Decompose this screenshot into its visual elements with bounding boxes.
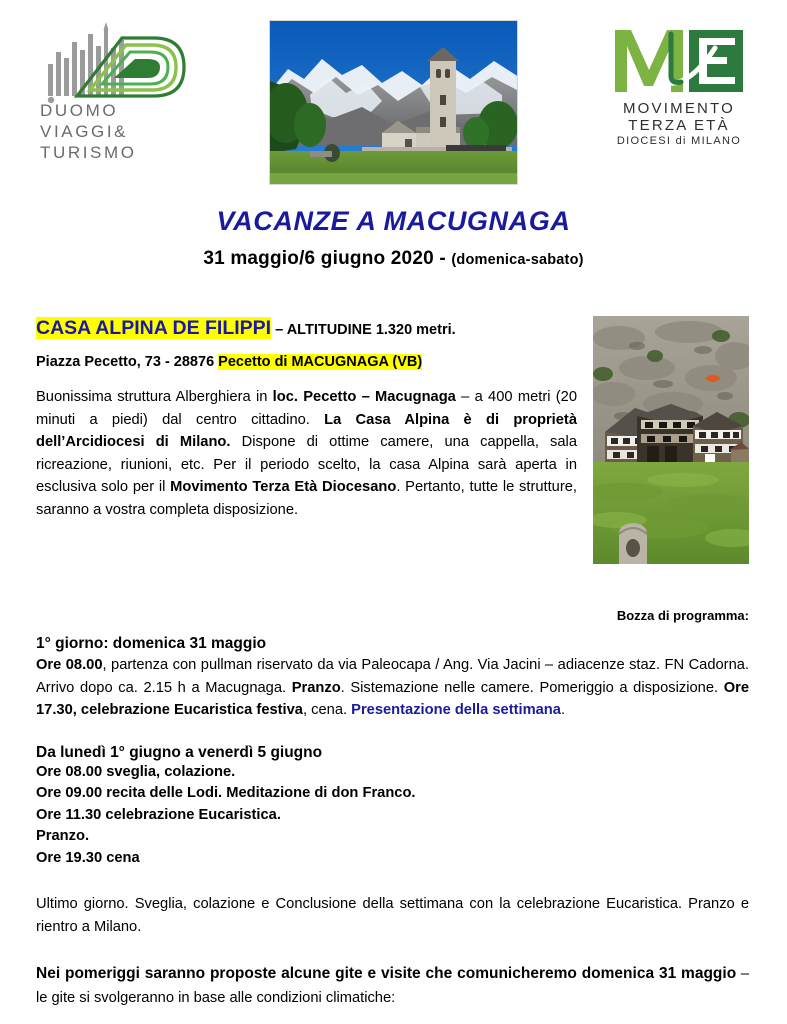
- day1-presentation-highlight: Presentazione della settimana: [351, 702, 561, 718]
- dates-note: (domenica-sabato): [451, 252, 584, 268]
- duomo-logo-line1: DUOMO: [40, 101, 119, 120]
- mte-logo-line1: MOVIMENTO: [622, 100, 736, 117]
- duomo-logo-mark: [42, 22, 192, 112]
- weekdays-heading: Da lunedì 1° giugno a venerdì 5 giugno: [36, 743, 323, 761]
- day1-details: [36, 654, 749, 722]
- desc-bold2: La Casa Alpina è di proprietà dell’Arcidiocesi di Milano.: [36, 411, 577, 450]
- desc-part3: Dispone di ottime camere, una cappella, sala ricreazione, riunioni, etc. Per il periodo scelto, la casa Alpina sarà aperta in esclusiva solo per il: [36, 434, 577, 495]
- duomo-logo-text: [40, 100, 200, 163]
- dates-range: 31 maggio/6 giugno 2020 -: [203, 248, 452, 269]
- day1-text1: , partenza con pullman riservato da via Paleocapa / Ang. Via Jacini – adiacenze staz. FN Cadorna. Arrivo dopo ca. 2.15 h a Macugnaga.: [36, 657, 749, 696]
- duomo-logo-line2: VIAGGI&: [40, 122, 129, 141]
- weekday-line: Pranzo.: [36, 828, 90, 844]
- weekday-line: Ore 19.30 cena: [36, 849, 140, 866]
- casa-alpina-name: CASA ALPINA DE FILIPPI: [36, 317, 272, 339]
- bozza-di-programma-label: Bozza di programma:: [616, 608, 749, 623]
- casa-alpina-illustration: [593, 316, 749, 564]
- casa-alpina-building-photo: [593, 316, 749, 564]
- weekday-line: Ore 11.30 celebrazione Eucaristica.: [36, 806, 281, 823]
- weekday-line: Ore 09.00 recita delle Lodi. Meditazione di don Franco.: [36, 785, 416, 801]
- duomo-logo-line3: TURISMO: [40, 143, 137, 162]
- mte-logo-mark: [611, 24, 747, 96]
- day1-heading: 1° giorno: domenica 31 maggio: [36, 635, 267, 652]
- closing-bold: Nei pomeriggi saranno proposte alcune gite e visite che comunicheremo domenica 31 maggio: [36, 965, 737, 982]
- day1-text2: . Sistemazione nelle camere. Pomeriggio a disposizione.: [340, 679, 724, 696]
- closing-paragraph: [36, 962, 749, 1010]
- last-day-paragraph: Ultimo giorno. Sveglia, colazione e Conclusione della settimana con la celebrazione Eucaristica. Pranzo e rientro a Milano.: [36, 896, 749, 935]
- mte-logo-line3: DIOCESI di MILANO: [616, 135, 742, 147]
- duomo-viaggi-turismo-logo: [34, 22, 204, 172]
- address-locality: Pecetto di MACUGNAGA (VB): [218, 354, 423, 370]
- movimento-terza-eta-logo: [599, 24, 759, 164]
- desc-part2: – a 400 metri (20 minuti a piedi) dal centro cittadino.: [36, 389, 577, 428]
- day1-text3: , cena.: [302, 702, 352, 718]
- desc-bold3: Movimento Terza Età Diocesano: [170, 479, 397, 495]
- casa-altitude: ALTITUDINE 1.320 metri.: [286, 322, 456, 338]
- page-title: VACANZE A MACUGNAGA: [216, 206, 571, 236]
- address-street: Piazza Pecetto, 73 - 28876: [36, 354, 219, 370]
- ampersand: &: [114, 122, 129, 141]
- day1-bold1: Ore 08.00: [36, 657, 103, 673]
- day1-bold2: Pranzo: [291, 679, 341, 696]
- desc-part4: . Pertanto, tutte le strutture, saranno a vostra completa disposizione.: [36, 479, 577, 518]
- closing-rest: – le gite si svolgeranno in base alle condizioni climatiche:: [36, 966, 749, 1006]
- church-mountains-illustration: [270, 21, 518, 185]
- desc-bold1: loc. Pecetto – Macugnaga: [272, 389, 456, 405]
- weekday-line: Ore 08.00 sveglia, colazione.: [36, 763, 236, 780]
- header: [0, 0, 787, 190]
- casa-dash: –: [271, 322, 287, 338]
- mte-logo-line2: TERZA ETÀ: [628, 117, 730, 134]
- main-content: [0, 316, 787, 1010]
- mte-logo-graphic: [611, 24, 747, 96]
- mte-logo-text: [599, 100, 759, 149]
- desc-part1: Buonissima struttura Alberghiera in: [36, 389, 273, 405]
- day1-text4: .: [560, 702, 566, 718]
- church-mountains-photo: [269, 20, 518, 185]
- day1-bold3: Ore 17.30, celebrazione Eucaristica festiva: [36, 679, 749, 718]
- page-subtitle-dates: [0, 248, 787, 270]
